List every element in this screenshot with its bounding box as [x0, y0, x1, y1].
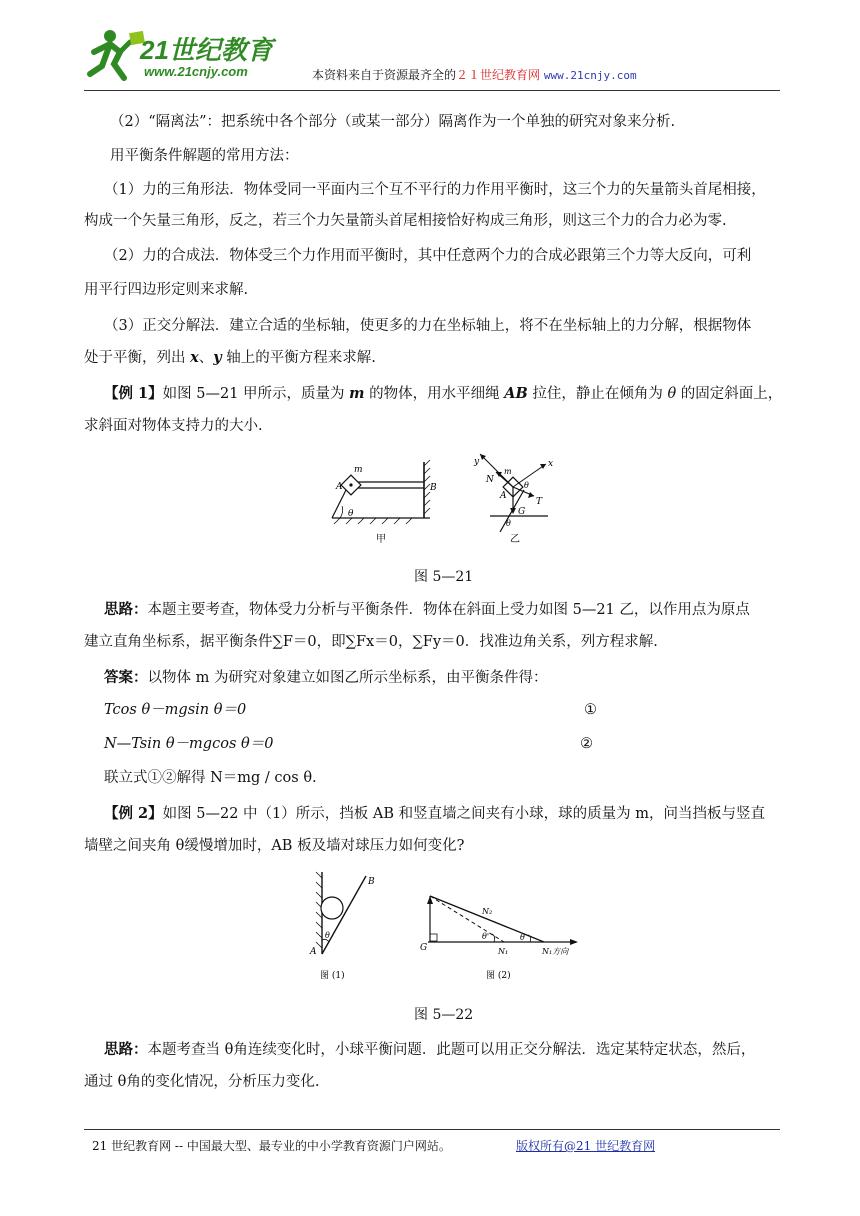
fig22-label-theta-prime: θ': [482, 932, 490, 941]
fig22-label-n1: N₁: [498, 947, 509, 956]
example1-answer-text: 以物体 m 为研究对象建立如图乙所示坐标系，由平衡条件得：: [147, 670, 548, 686]
figure-22-part2: [420, 896, 578, 981]
fig21-label-theta: θ: [348, 509, 354, 519]
orthogonal-text-b: 、: [198, 350, 214, 366]
fig22-label-g: G: [420, 943, 428, 953]
figure-22-part1: [309, 872, 375, 981]
logo-title: 21世纪教育: [140, 35, 273, 65]
paragraph-methods-title: 用平衡条件解题的常用方法：: [110, 148, 299, 164]
footer-description: 21 世纪教育网 -- 中国最大型、最专业的中小学教育资源门户网站。: [92, 1139, 451, 1153]
figure-5-22: [300, 868, 590, 994]
example1-text-b: 的物体，用水平细绳: [364, 386, 505, 402]
header-source-url[interactable]: www.21cnjy.com: [543, 69, 637, 82]
example1-text-c: 拉住，静止在倾角为: [527, 386, 668, 402]
example1-hint-text1: 本题主要考查，物体受力分析与平衡条件．物体在斜面上受力如图 5—21 乙，以作用点为原点: [147, 602, 750, 618]
figure-5-21-caption: 图 5—21: [414, 569, 474, 585]
figure-jia: [332, 460, 437, 545]
ball-circle: [321, 897, 343, 919]
fig21-label-jia: 甲: [376, 534, 386, 545]
logo-url: www.21cnjy.com: [144, 64, 248, 79]
fig22-label-n1-dir: N₁方向: [542, 947, 569, 956]
fig21-label-m: m: [354, 465, 363, 475]
header-source-prefix: 本资料来自于资源最齐全的: [312, 68, 457, 82]
example1-hint-label: 思路：: [104, 601, 148, 618]
paragraph-triangle-1: （1）力的三角形法．物体受同一平面内三个互不平行的力作用平衡时，这三个力的矢量箭头首尾相接，: [104, 182, 766, 198]
example2-hint-label: 思路：: [104, 1041, 148, 1058]
axis-y-var: y: [213, 349, 222, 366]
example1-equation-2-tag: ②: [580, 736, 593, 752]
header-source-site[interactable]: ２１世纪教育网: [456, 68, 541, 82]
orthogonal-text-a: 处于平衡，列出: [84, 350, 191, 366]
paragraph-synthesis-1: （2）力的合成法．物体受三个力作用而平衡时，其中任意两个力的合成必跟第三个力等大反向，可利: [104, 248, 752, 264]
example1-equation-2: N—Tsin θ－mgcos θ＝0: [104, 736, 274, 752]
example1-equation-1: Tcos θ－mgsin θ＝0: [104, 702, 247, 718]
example1-label: 【例 1】: [104, 385, 163, 402]
fig21-label-t: T: [536, 497, 543, 507]
paragraph-orthogonal-2: [84, 348, 376, 368]
fig21-yi-label-m: m: [504, 467, 512, 476]
fig22-caption-1: 图 (1): [320, 971, 345, 981]
fig22-caption-2: 图 (2): [486, 971, 511, 981]
example2-hint-line1: [104, 1040, 755, 1060]
example2-label: 【例 2】: [104, 805, 163, 822]
fig22-label-theta2: θ: [520, 933, 525, 942]
fig22-label-a: A: [310, 947, 317, 957]
footer-divider: [84, 1129, 780, 1130]
example1-answer-line: [104, 668, 547, 688]
example1-result: 联立式①②解得 N＝mg / cos θ.: [104, 770, 317, 786]
fig22-label-b: B: [368, 877, 375, 887]
example1-equation-1-tag: ①: [584, 702, 597, 718]
paragraph-isolation: （2）“隔离法”：把系统中各个部分（或某一部分）隔离作为一个单独的研究对象来分析.: [110, 114, 676, 130]
example1-var-ab: AB: [504, 385, 528, 402]
fig21-label-x: x: [548, 459, 554, 469]
fig21-label-b: B: [430, 483, 437, 493]
example1-hint-line2: 建立直角坐标系，据平衡条件∑F＝0，即∑Fx＝0，∑Fy＝0．找准边角关系，列方程求解.: [84, 634, 658, 650]
example1-question-line2: 求斜面对物体支持力的大小.: [84, 418, 263, 434]
fig21-label-a: A: [336, 482, 343, 492]
example2-text1: 如图 5—22 中（1）所示，挡板 AB 和竖直墙之间夹有小球，球的质量为 m，问当挡板与竖直: [162, 806, 765, 822]
fig21-yi-label-a: A: [500, 491, 507, 501]
fig22-label-theta: θ: [325, 931, 330, 940]
example1-var-m: m: [349, 385, 365, 402]
example1-text-a: 如图 5—21 甲所示，质量为: [162, 386, 350, 402]
axis-x-var: x: [190, 349, 199, 366]
header-source: [312, 66, 637, 83]
footer-copyright-link[interactable]: 版权所有@21 世纪教育网: [516, 1139, 656, 1153]
fig21-label-yi: 乙: [510, 534, 520, 545]
header-divider: [84, 90, 780, 91]
figure-5-21: [320, 450, 560, 550]
figure-yi: [473, 454, 553, 545]
example2-question-line2: 墙壁之间夹角 θ缓慢增加时，AB 板及墙对球压力如何变化?: [84, 838, 465, 854]
paragraph-triangle-2: 构成一个矢量三角形，反之，若三个力矢量箭头首尾相接恰好构成三角形，则这三个力的合力必为零.: [84, 213, 727, 229]
example2-question-line1: [104, 804, 765, 824]
fig21-yi-label-theta2: θ: [506, 519, 511, 528]
example1-var-theta: θ: [667, 386, 677, 402]
paragraph-synthesis-2: 用平行四边形定则来求解.: [84, 282, 249, 298]
example1-question-line1: [104, 384, 782, 404]
fig21-yi-label-theta: θ: [524, 481, 529, 490]
example2-hint-text1: 本题考查当 θ角连续变化时，小球平衡问题．此题可以用正交分解法．选定某特定状态，然后，: [147, 1042, 756, 1058]
fig21-label-y: y: [474, 457, 480, 467]
example1-hint-line1: [104, 600, 750, 620]
fig21-label-n: N: [486, 475, 494, 485]
fig21-label-g: G: [518, 507, 526, 517]
paragraph-orthogonal-1: （3）正交分解法．建立合适的坐标轴，使更多的力在坐标轴上，将不在坐标轴上的力分解，根据物体: [104, 318, 752, 334]
figure-5-22-caption: 图 5—22: [414, 1007, 474, 1023]
fig22-label-n2: N₂: [482, 907, 493, 916]
example1-answer-label: 答案：: [104, 669, 148, 686]
example1-text-d: 的固定斜面上，: [676, 386, 783, 402]
orthogonal-text-c: 轴上的平衡方程来求解.: [221, 350, 376, 366]
example2-hint-line2: 通过 θ角的变化情况，分析压力变化.: [84, 1074, 320, 1090]
